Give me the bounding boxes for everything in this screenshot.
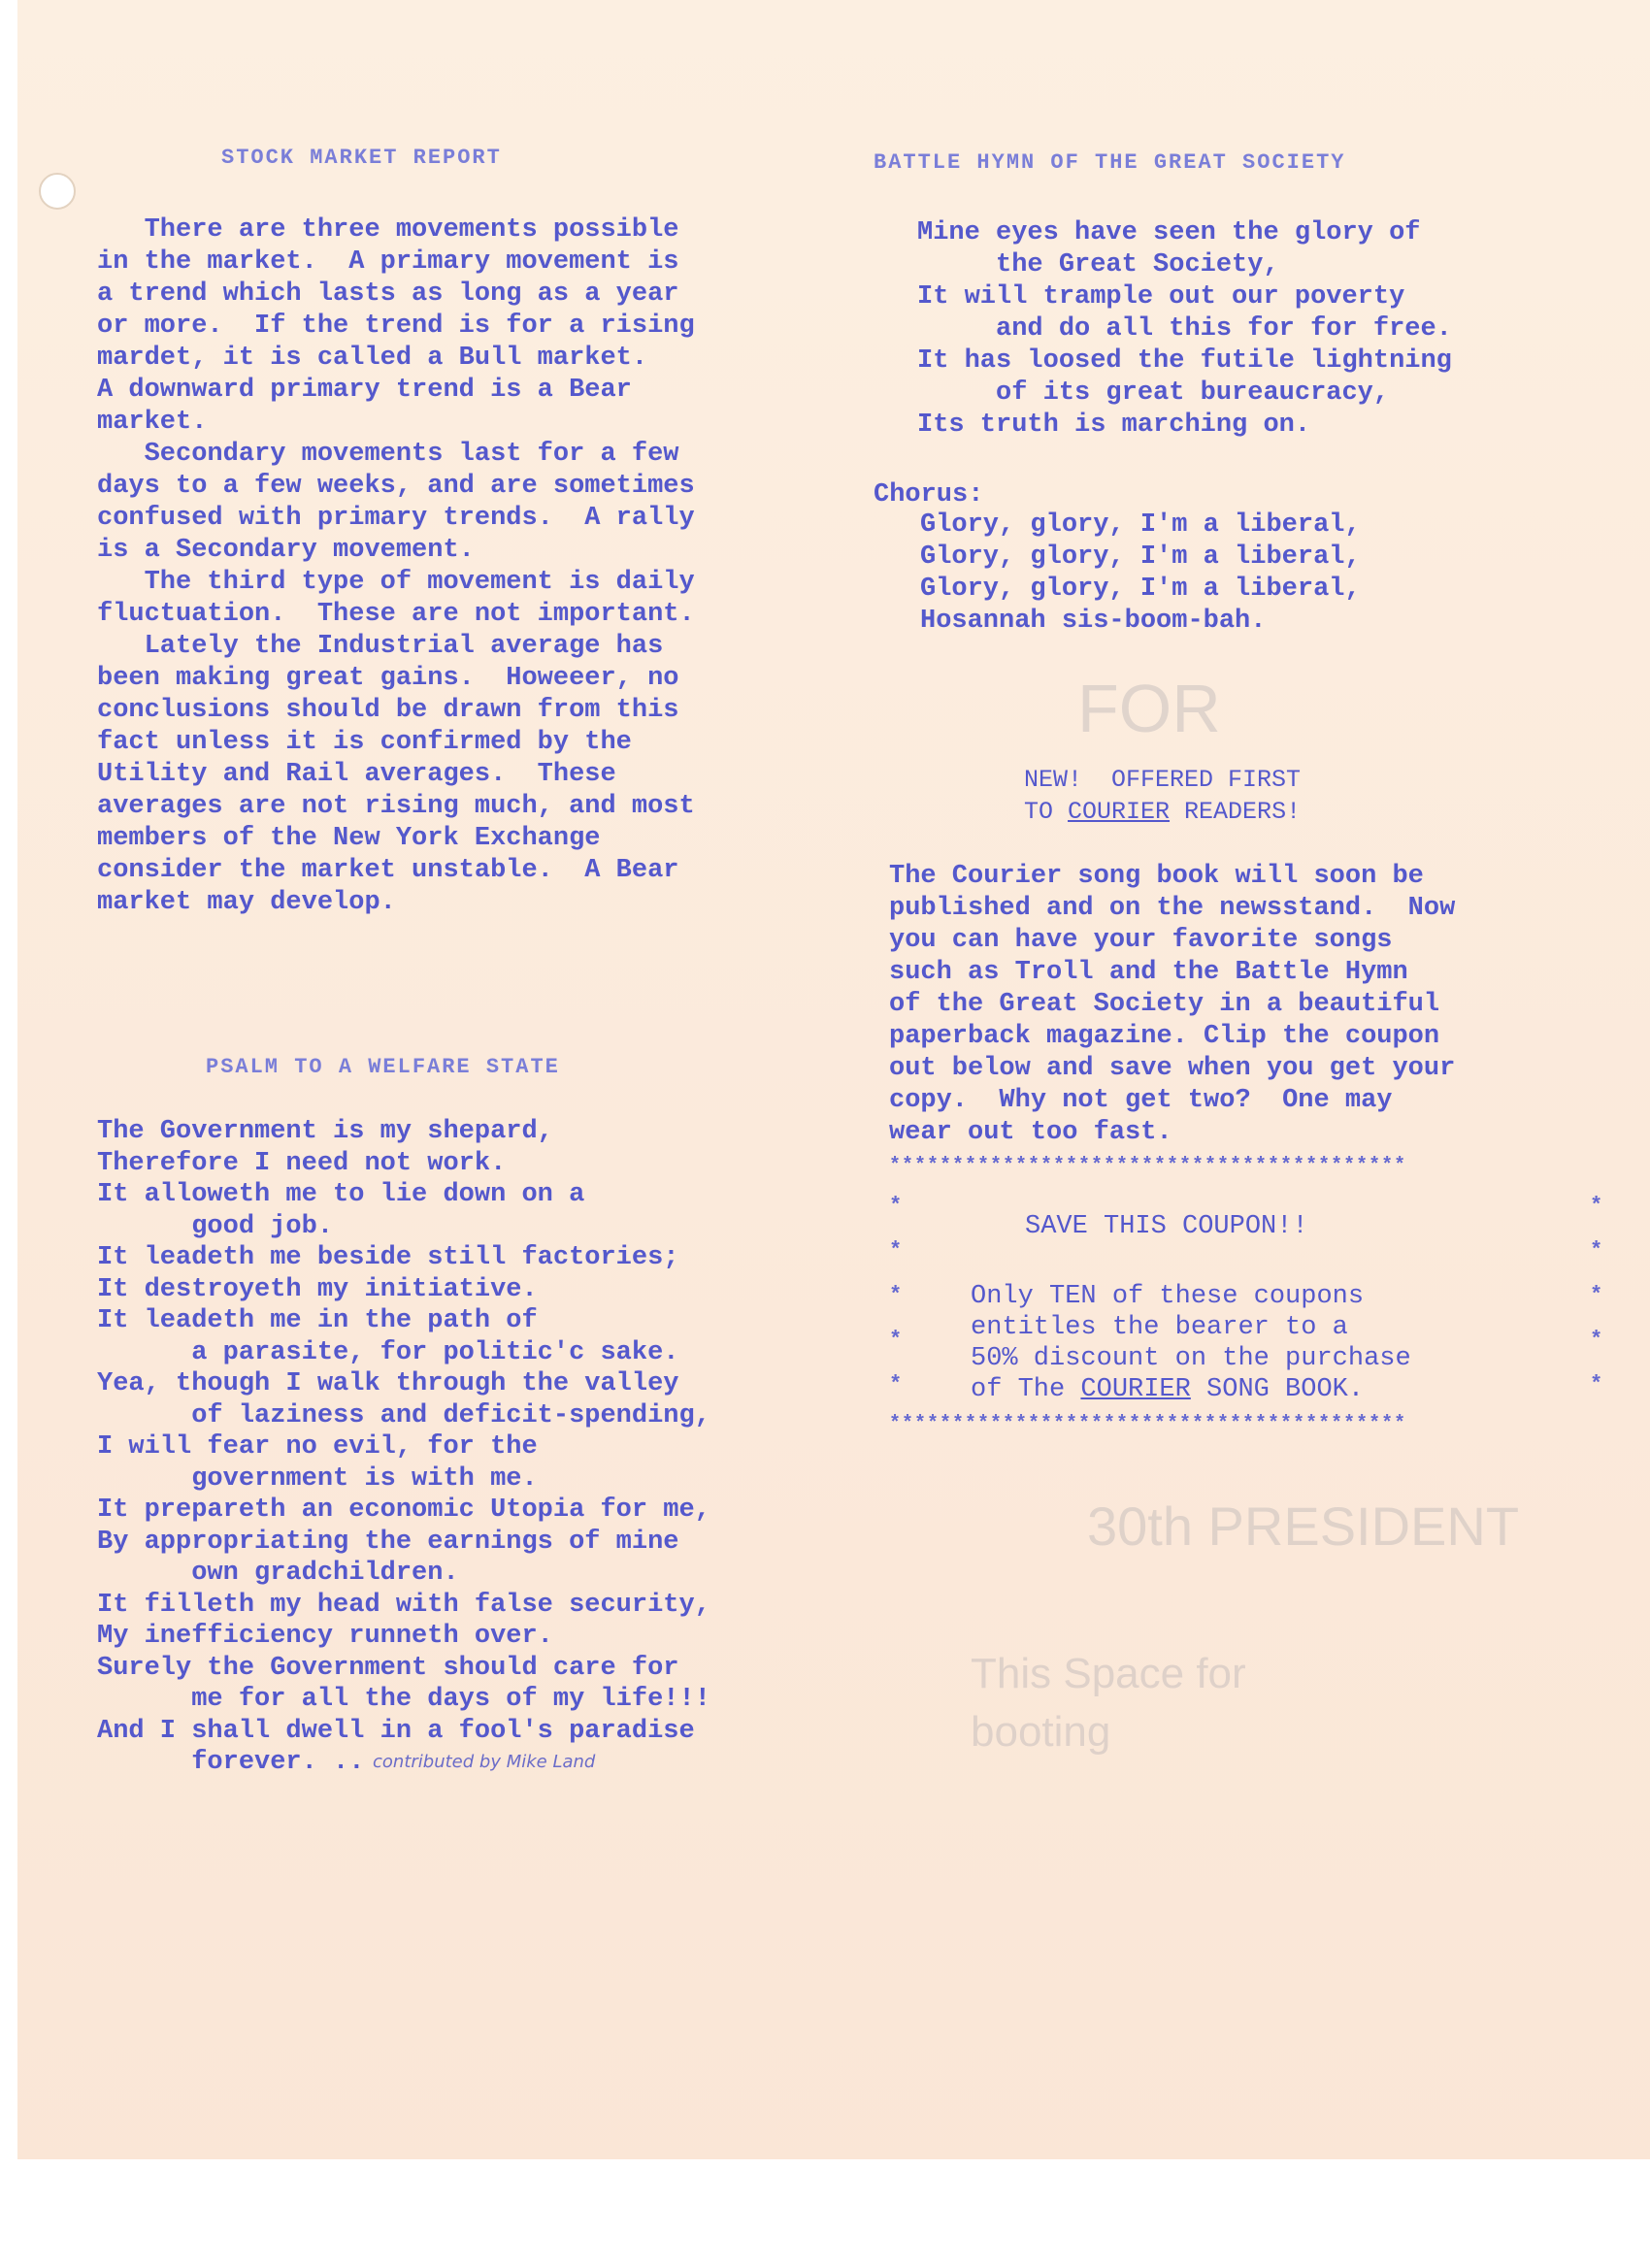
punch-hole [39,173,76,210]
offer-line: wear out too fast. [889,1118,1172,1147]
stock-report-line: averages are not rising much, and most [97,792,695,821]
psalm-line: forever. .. [97,1748,365,1777]
stock-report-line: in the market. A primary movement is [97,247,679,277]
psalm-line: me for all the days of my life!!! [97,1685,710,1714]
stock-report-line: consider the market unstable. A Bear [97,856,679,885]
stock-report-line: Utility and Rail averages. These [97,760,616,789]
bottom-white-strip [0,2159,1650,2268]
psalm-line: I will fear no evil, for the [97,1432,538,1462]
chorus-line: Glory, glory, I'm a liberal, [920,542,1361,572]
chorus-line: Hosannah sis-boom-bah. [920,607,1267,636]
stock-report-body [97,214,893,919]
offer-line: of the Great Society in a beautiful [889,990,1440,1019]
coupon-line: 50% discount on the purchase [971,1344,1411,1373]
coupon-star: * [1590,1328,1603,1352]
psalm-line: It leadeth me in the path of [97,1306,538,1335]
psalm-line: It prepareth an economic Utopia for me, [97,1496,710,1525]
psalm-line: Surely the Government should care for [97,1653,679,1683]
chorus-block [874,480,1631,638]
offer-line: you can have your favorite songs [889,926,1393,955]
stock-report-line: market may develop. [97,888,396,917]
coupon-box[interactable] [889,1155,1607,1436]
coupon-star: * [889,1194,903,1218]
stock-report-line: A downward primary trend is a Bear [97,376,632,405]
coupon-star: * [1590,1238,1603,1263]
offer-heading [1024,764,1631,828]
stock-report-line: days to a few weeks, and are sometimes [97,472,695,501]
chorus-body [920,509,1631,638]
ghost-text-for: FOR [1077,671,1221,746]
stock-report-line: There are three movements possible [97,215,679,245]
offer-courier-name: COURIER [1068,798,1171,826]
chorus-line: Glory, glory, I'm a liberal, [920,510,1361,540]
psalm-line: Therefore I need not work. [97,1148,507,1178]
psalm-line: Yea, though I walk through the valley [97,1369,679,1398]
psalm-line: And I shall dwell in a fool's paradise [97,1716,695,1746]
psalm-line: By appropriating the earnings of mine [97,1527,679,1557]
coupon-border-bottom: ***************************************** [889,1413,1407,1435]
psalm-line: of laziness and deficit-spending, [97,1400,710,1430]
offer-line: The Courier song book will soon be [889,862,1424,891]
psalm-line: good job. [97,1211,334,1241]
stock-report-line: members of the New York Exchange [97,824,601,853]
left-margin-edge [0,0,17,2268]
offer-line: published and on the newsstand. Now [889,894,1456,923]
offer-line: copy. Why not get two? One may [889,1086,1393,1115]
offer-line: such as Troll and the Battle Hymn [889,958,1408,987]
offer-line: paperback magazine. Clip the coupon [889,1022,1440,1051]
stock-report-line: Secondary movements last for a few [97,440,679,469]
coupon-star: * [889,1328,903,1352]
psalm-line: government is with me. [97,1463,538,1494]
stock-report-line: market. [97,408,208,437]
psalm-body [97,1116,893,1811]
hymn-line: and do all this for for free. [917,314,1452,344]
psalm-line: a parasite, for politic'c sake. [97,1337,679,1367]
hymn-title: BATTLE HYMN OF THE GREAT SOCIETY [874,150,1346,175]
psalm-line: It filleth my head with false security, [97,1590,710,1620]
stock-report-line: Lately the Industrial average has [97,632,664,661]
stock-report-line: fluctuation. These are not important. [97,600,695,629]
chorus-line: Glory, glory, I'm a liberal, [920,575,1361,604]
coupon-last-line: of The COURIER SONG BOOK. [971,1375,1365,1404]
psalm-line: It leadeth me beside still factories; [97,1243,679,1272]
psalm-line: It destroyeth my initiative. [97,1274,538,1304]
psalm-line: The Government is my shepard, [97,1117,553,1146]
ghost-text-booting: booting [971,1708,1111,1756]
offer-heading-line1: NEW! OFFERED FIRST [1024,766,1302,794]
coupon-line: Only TEN of these coupons [971,1282,1365,1311]
hymn-line: Mine eyes have seen the glory of [917,218,1421,247]
coupon-star: * [889,1283,903,1307]
left-column [97,146,893,1811]
coupon-line: entitles the bearer to a [971,1313,1348,1342]
stock-report-line: been making great gains. Howeeer, no [97,664,679,693]
coupon-star: * [1590,1194,1603,1218]
ghost-text-space: This Space for [971,1650,1246,1697]
psalm-line: own gradchildren. [97,1559,459,1588]
stock-report-title: STOCK MARKET REPORT [221,146,502,170]
offer-heading-line2: TO COURIER READERS! [1024,798,1302,826]
psalm-line: It alloweth me to lie down on a [97,1180,585,1209]
coupon-star: * [889,1238,903,1263]
stock-report-line: fact unless it is confirmed by the [97,728,632,757]
coupon-courier-name: COURIER [1080,1375,1191,1404]
stock-report-line: mardet, it is called a Bull market. [97,344,648,373]
stock-report-line: a trend which lasts as long as a year [97,279,679,309]
stock-report-line: The third type of movement is daily [97,568,695,597]
offer-body [889,861,1631,1149]
hymn-body [917,217,1631,442]
psalm-credit: contributed by Mike Land [373,1751,596,1772]
coupon-border-top: ***************************************** [889,1155,1407,1177]
coupon-star: * [1590,1283,1603,1307]
coupon-star: * [889,1372,903,1397]
hymn-line: It will trample out our poverty [917,282,1405,312]
psalm-title: PSALM TO A WELFARE STATE [206,1055,560,1079]
stock-report-line: or more. If the trend is for a rising [97,312,695,341]
coupon-title: SAVE THIS COUPON!! [1025,1212,1308,1241]
stock-report-line: conclusions should be drawn from this [97,696,679,725]
ghost-text-president: 30th PRESIDENT [1087,1496,1520,1557]
chorus-label: Chorus: [874,480,984,509]
coupon-body [971,1281,1411,1374]
hymn-line: It has loosed the futile lightning [917,346,1452,376]
hymn-line: Its truth is marching on. [917,411,1311,440]
coupon-star: * [1590,1372,1603,1397]
psalm-line: My inefficiency runneth over. [97,1622,553,1651]
right-column [874,150,1631,1436]
hymn-line: of its great bureaucracy, [917,378,1390,408]
stock-report-line: confused with primary trends. A rally [97,504,695,533]
offer-line: out below and save when you get your [889,1054,1456,1083]
stock-report-line: is a Secondary movement. [97,536,475,565]
hymn-line: the Great Society, [917,250,1279,279]
